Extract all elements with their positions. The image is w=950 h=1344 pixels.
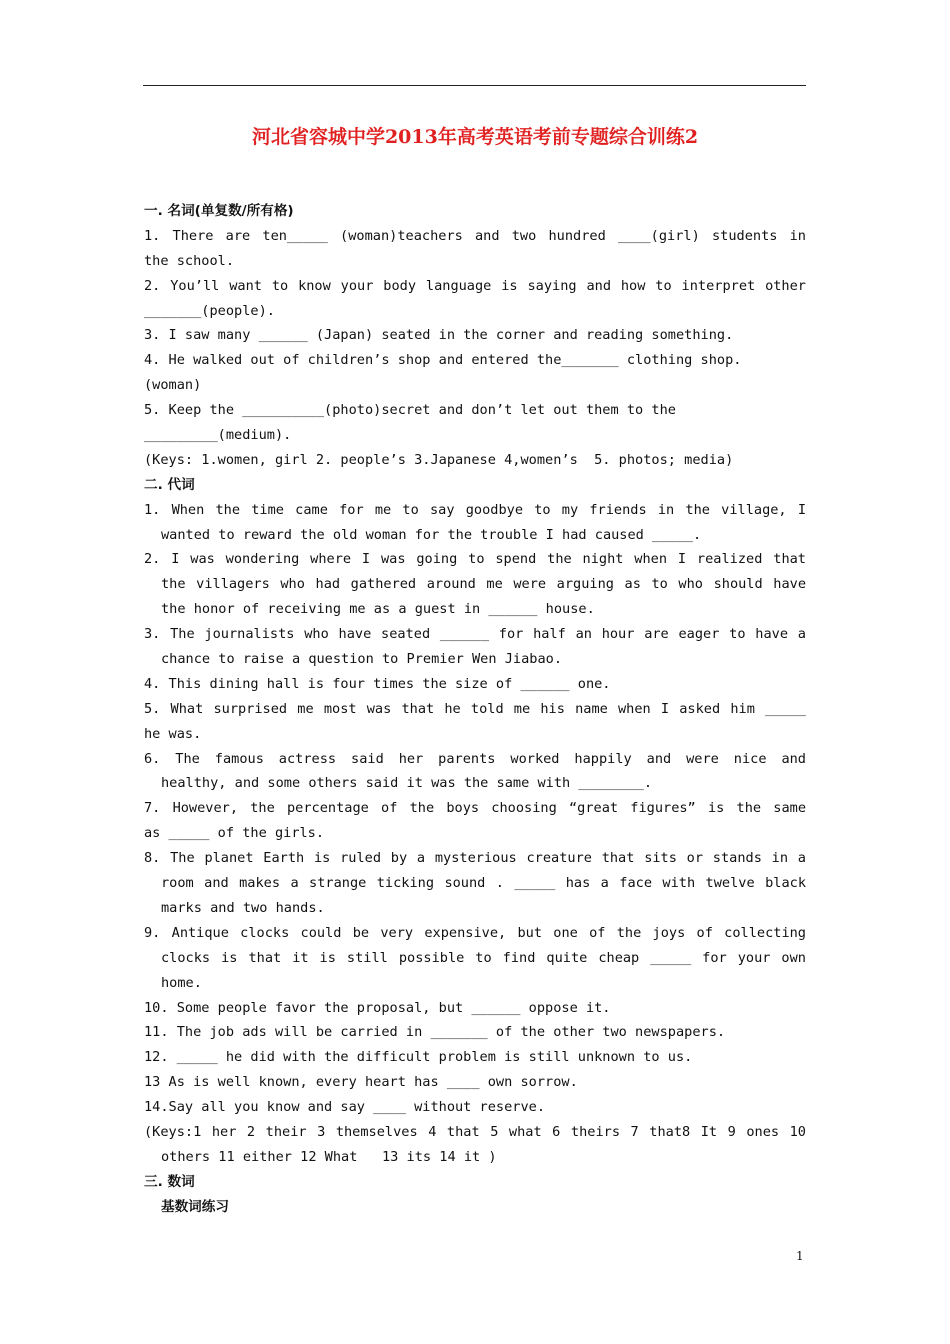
section-heading: 三. 数词 — [144, 1173, 195, 1190]
section-heading: 一. 名词(单复数/所有格) — [144, 203, 294, 219]
document-body — [144, 199, 806, 1220]
text-line: marks and two hands. — [161, 899, 325, 916]
text-line: _________(medium). — [144, 427, 292, 444]
text-line: chance to raise a question to Premier Wen Jiabao. — [161, 651, 563, 668]
text-line: (Keys:1 her 2 their 3 themselves 4 that 5 what 6 theirs 7 that8 It 9 ones 10 — [144, 1123, 806, 1140]
text-line: 12. _____ he did with the difficult problem is still unknown to us. — [144, 1049, 693, 1066]
text-line: 1. When the time came for me to say goodbye to my friends in the village, I — [144, 501, 806, 518]
text-line: 7. However, the percentage of the boys choosing “great figures” is the same — [144, 800, 806, 817]
text-line: healthy, and some others said it was the same with ________. — [161, 775, 653, 792]
text-line: others 11 either 12 What 13 its 14 it ) — [161, 1148, 497, 1165]
text-line: (woman) — [144, 377, 202, 394]
text-line: 4. This dining hall is four times the size of ______ one. — [144, 675, 611, 692]
section-heading: 二. 代词 — [144, 476, 195, 493]
document-title: 河北省容城中学2013年高考英语考前专题综合训练2 — [251, 126, 699, 148]
text-line: the honor of receiving me as a guest in ______ house. — [161, 601, 595, 618]
text-line: home. — [161, 974, 202, 991]
text-line: the villagers who had gathered around me were arguing as to who should have — [161, 576, 806, 593]
page-number: 1 — [796, 1249, 804, 1263]
text-line: 11. The job ads will be carried in _______ of the other two newspapers. — [144, 1024, 726, 1041]
text-line: 8. The planet Earth is ruled by a mysterious creature that sits or stands in a — [144, 850, 806, 867]
text-line: 13 As is well known, every heart has ____ own sorrow. — [144, 1074, 578, 1091]
text-line: clocks is that it is still possible to find quite cheap _____ for your own — [161, 949, 806, 966]
text-line: the school. — [144, 252, 235, 269]
text-line: 14.Say all you know and say ____ without reserve. — [144, 1099, 546, 1116]
text-line: 9. Antique clocks could be very expensive, but one of the joys of collecting — [144, 924, 806, 941]
text-line: 4. He walked out of children’s shop and entered the_______ clothing shop. — [144, 352, 742, 369]
text-line: 5. What surprised me most was that he told me his name when I asked him _____ — [144, 700, 806, 717]
text-line: 1. There are ten_____ (woman)teachers and two hundred ____(girl) students in — [144, 227, 806, 244]
text-line: 2. You’ll want to know your body language is saying and how to interpret other — [144, 277, 806, 294]
text-line: _______(people). — [144, 302, 275, 319]
text-line: wanted to reward the old woman for the trouble I had caused _____. — [161, 526, 702, 543]
text-line: room and makes a strange ticking sound . _____ has a face with twelve black — [161, 875, 806, 892]
text-line: 5. Keep the __________(photo)secret and don’t let out them to the — [144, 402, 676, 419]
text-line: 3. The journalists who have seated ______ for half an hour are eager to have a — [144, 626, 806, 643]
text-line: he was. — [144, 725, 202, 742]
text-line: 2. I was wondering where I was going to spend the night when I realized that — [144, 551, 806, 568]
header-rule — [143, 85, 806, 86]
section-heading: 基数词练习 — [161, 1198, 229, 1215]
text-line: 6. The famous actress said her parents worked happily and were nice and — [144, 750, 806, 767]
text-line: 10. Some people favor the proposal, but ______ oppose it. — [144, 999, 611, 1016]
text-line: 3. I saw many ______ (Japan) seated in the corner and reading something. — [144, 327, 734, 344]
text-line: (Keys: 1.women, girl 2. people’s 3.Japanese 4,women’s 5. photos; media) — [144, 451, 734, 468]
text-line: as _____ of the girls. — [144, 825, 325, 842]
